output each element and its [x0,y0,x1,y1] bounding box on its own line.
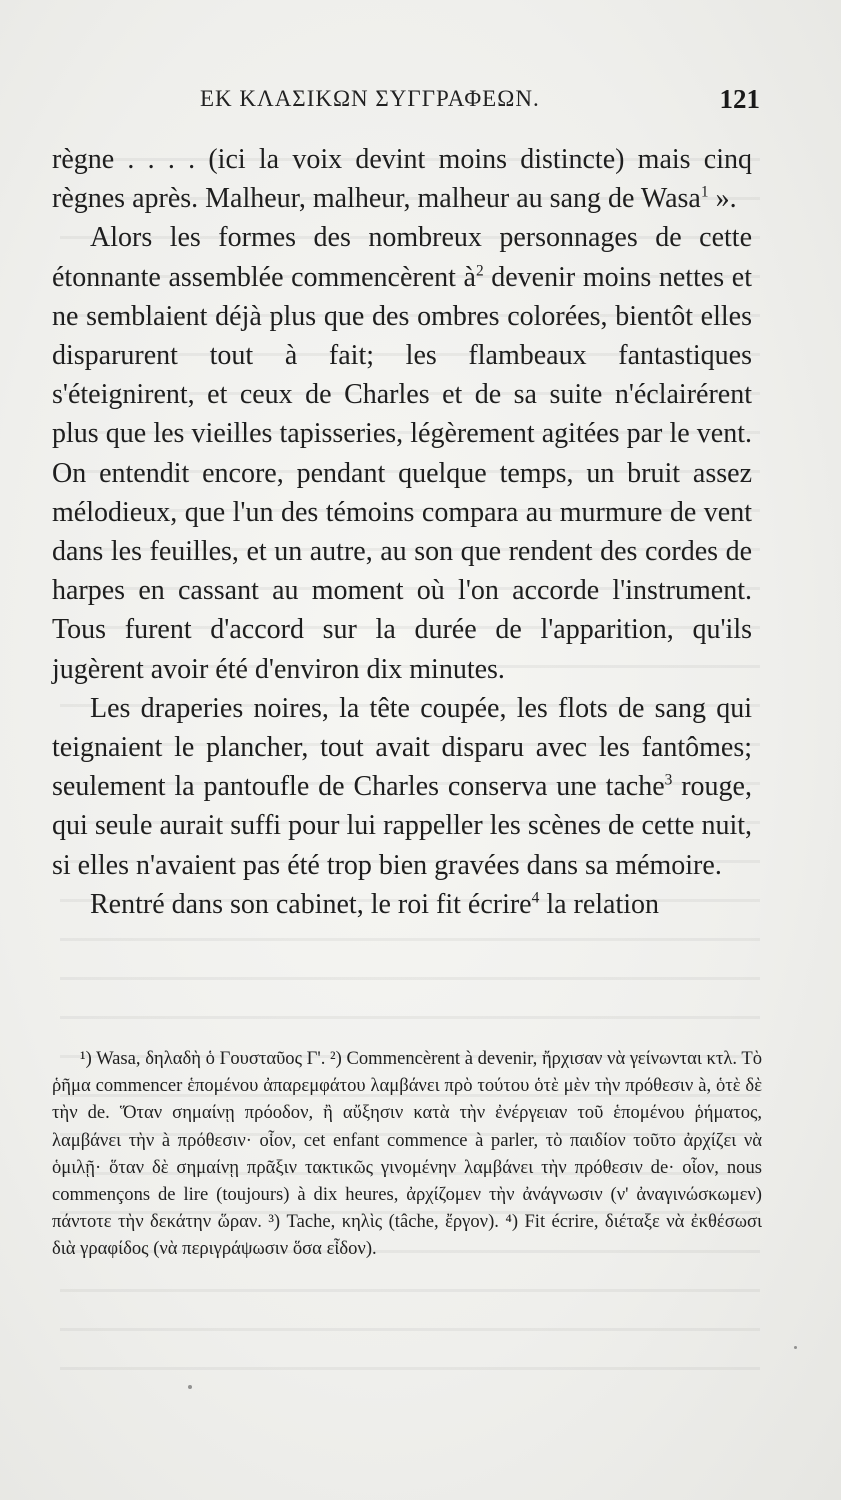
footnotes-text: ¹) Wasa, δηλαδὴ ὁ Γουσταῦος Γ'. ²) Commencèrent à devenir, ἤρχισαν νὰ γείνωνται κτλ. Τὸ ῥῆμα commencer ἑπομένου ἀπαρεμφάτου λαμβάνει πρὸ τούτου ὁτὲ μὲν τὴν πρόθεσιν à, ὁτὲ δὲ τὴν de. Ὅταν σημαίνῃ πρόοδον, ἢ αὔξησιν κατὰ τὴν ἐνέργειαν τοῦ ἑπομένου ῥήματος, λαμβάνει τὴν à πρόθεσιν· οἷον, cet enfant commence à parler, τὸ παιδίον τοῦτο ἀρχίζει νὰ ὁμιλῇ· ὅταν δὲ σημαίνῃ πρᾶξιν τακτικῶς γινομένην λαμβάνει τὴν πρόθεσιν de· οἷον, nous commençons de lire (toujours) à dix heures, ἀρχίζομεν τὴν ἀνάγνωσιν (ν' ἀναγινώσκωμεν) πάντοτε τὴν δεκάτην ὥραν. ³) Tache, κηλὶς (tâche, ἔργον). ⁴) Fit écrire, διέταξε νὰ ἐκθέσωσι διὰ γραφίδος (νὰ περιγράψωσιν ὅσα εἶδον). [52,1048,762,1260]
paragraph-2-text-a: Alors les formes des nombreux personnages de cette étonnante assemblée commencèrent à [52,222,752,293]
paragraph-4 [52,885,752,924]
paragraph-4-text-b: la relation [539,888,660,920]
page-header [200,86,760,122]
paragraph-3-text-a: Les draperies noires, la tête coupée, les flots de sang qui teignaient le plancher, tout avait disparu avec les fantômes; seulement la pantoufle de Charles conserva une tache [52,692,752,803]
footnote-ref-4: 4 [531,889,540,907]
footnote-ref-1: 1 [700,183,709,201]
main-text [52,140,752,924]
footnote-ref-3: 3 [664,771,673,789]
running-title: ΕΚ ΚΛΑΣΙΚΩΝ ΣΥΓΓΡΑΦΕΩΝ. [200,86,540,111]
print-speck [188,1385,192,1389]
paragraph-1-end: ». [708,183,737,215]
paragraph-4-text-a: Rentré dans son cabinet, le roi fit écrire [90,888,532,920]
paragraph-2 [52,218,752,688]
page-number: 121 [719,84,760,114]
footnote-ref-2: 2 [475,262,484,280]
paragraph-1 [52,140,752,218]
footnotes [52,1045,762,1263]
footnote-divider [52,1030,752,1031]
paragraph-3-text-b: rouge, qui seule aurait suffi pour lui rappeller les scènes de cette nuit, si elles n'avaient pas été trop bien gravées dans sa mémoire. [52,771,752,881]
paragraph-2-text-b: devenir moins nettes et ne semblaient déjà plus que des ombres colorées, bientôt elles disparurent tout à fait; les flambeaux fantastiques s'éteignirent, et ceux de Charles et de sa suite n'éclairérent plus que les vieilles tapisseries, légèrement agitées par le vent. On entendit encore, pendant quelque temps, un bruit assez mélodieux, que l'un des témoins compara au murmure de vent dans les feuilles, et un autre, au son que rendent des cordes de harpes en cassant au moment où l'on accorde l'instrument. Tous furent d'accord sur la durée de l'apparition, qu'ils jugèrent avoir été d'environ dix minutes. [52,261,752,685]
print-speck [794,1346,797,1349]
paragraph-1-text: règne . . . . (ici la voix devint moins distincte) mais cinq règnes après. Malheur, malheur, malheur au sang de Wasa [52,144,752,215]
paragraph-3 [52,689,752,885]
